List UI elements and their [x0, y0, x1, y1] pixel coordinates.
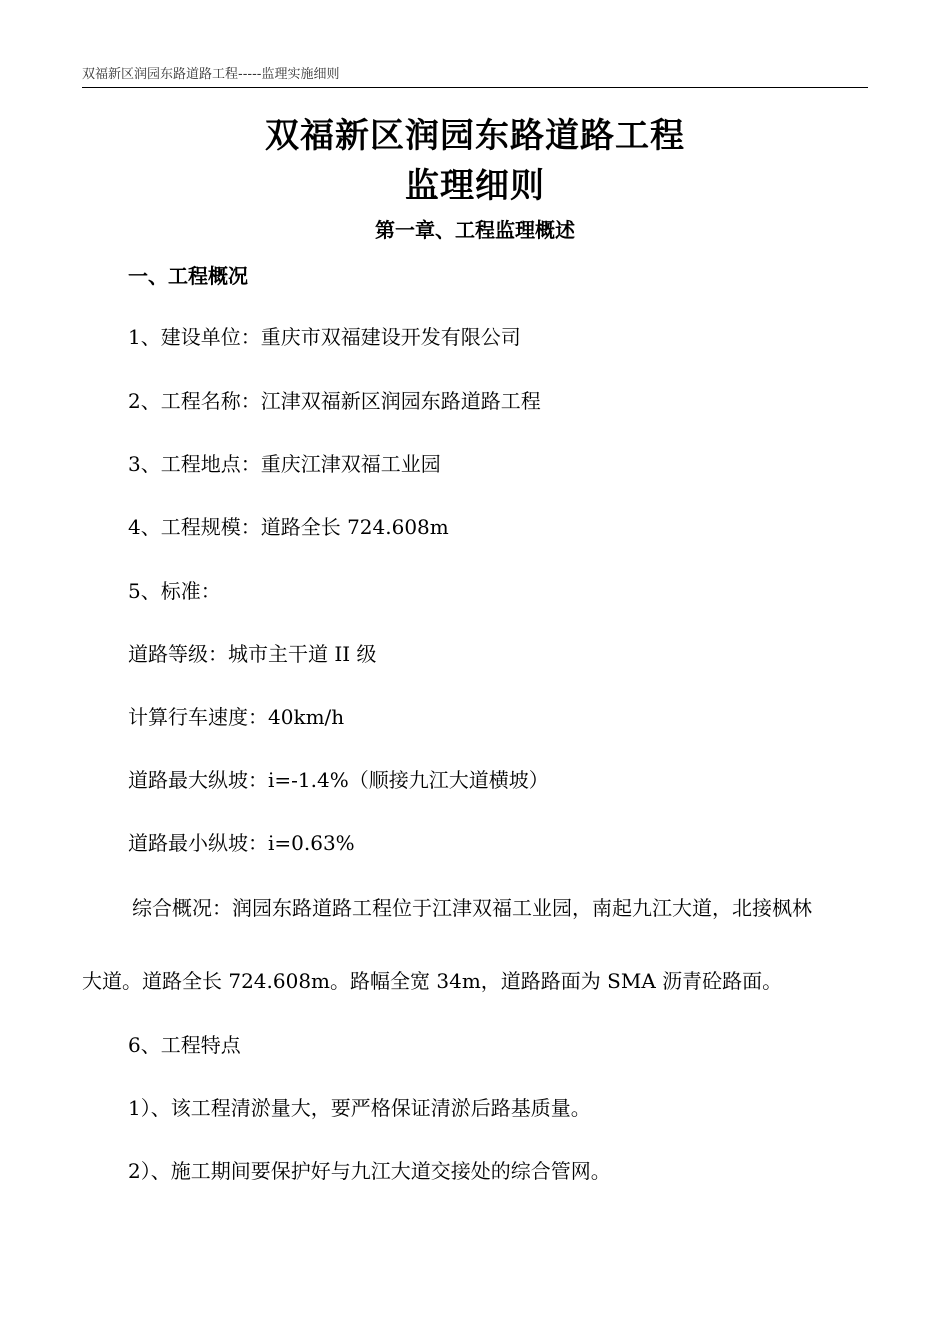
standard-road-grade: 道路等级：城市主干道 II 级	[128, 642, 377, 666]
item-project-name: 2、工程名称：江津双福新区润园东路道路工程	[128, 389, 541, 413]
standard-design-speed: 计算行车速度：40km/h	[128, 705, 345, 729]
item-project-location: 3、工程地点：重庆江津双福工业园	[128, 452, 441, 476]
overview-paragraph-line2: 大道。道路全长 724.608m。路幅全宽 34m，道路路面为 SMA 沥青砼路面。	[82, 969, 783, 993]
chapter-heading: 第一章、工程监理概述	[375, 218, 575, 242]
features-heading: 6、工程特点	[128, 1033, 241, 1057]
running-header: 双福新区润园东路道路工程-----监理实施细则	[82, 66, 868, 88]
standard-max-slope: 道路最大纵坡：i=-1.4%（顺接九江大道横坡）	[128, 768, 549, 792]
document-title-line1: 双福新区润园东路道路工程	[265, 116, 685, 156]
section-heading: 一、工程概况	[128, 264, 248, 288]
feature-item-2: 2）、施工期间要保护好与九江大道交接处的综合管网。	[128, 1159, 611, 1183]
item-standards: 5、标准：	[128, 579, 221, 603]
document-title-line2: 监理细则	[405, 166, 545, 206]
item-construction-unit: 1、建设单位：重庆市双福建设开发有限公司	[128, 325, 521, 349]
overview-paragraph-line1: 综合概况：润园东路道路工程位于江津双福工业园，南起九江大道，北接枫林	[132, 896, 812, 920]
feature-item-1: 1）、该工程清淤量大，要严格保证清淤后路基质量。	[128, 1096, 591, 1120]
item-project-scale: 4、工程规模：道路全长 724.608m	[128, 515, 449, 539]
standard-min-slope: 道路最小纵坡：i=0.63%	[128, 831, 355, 855]
